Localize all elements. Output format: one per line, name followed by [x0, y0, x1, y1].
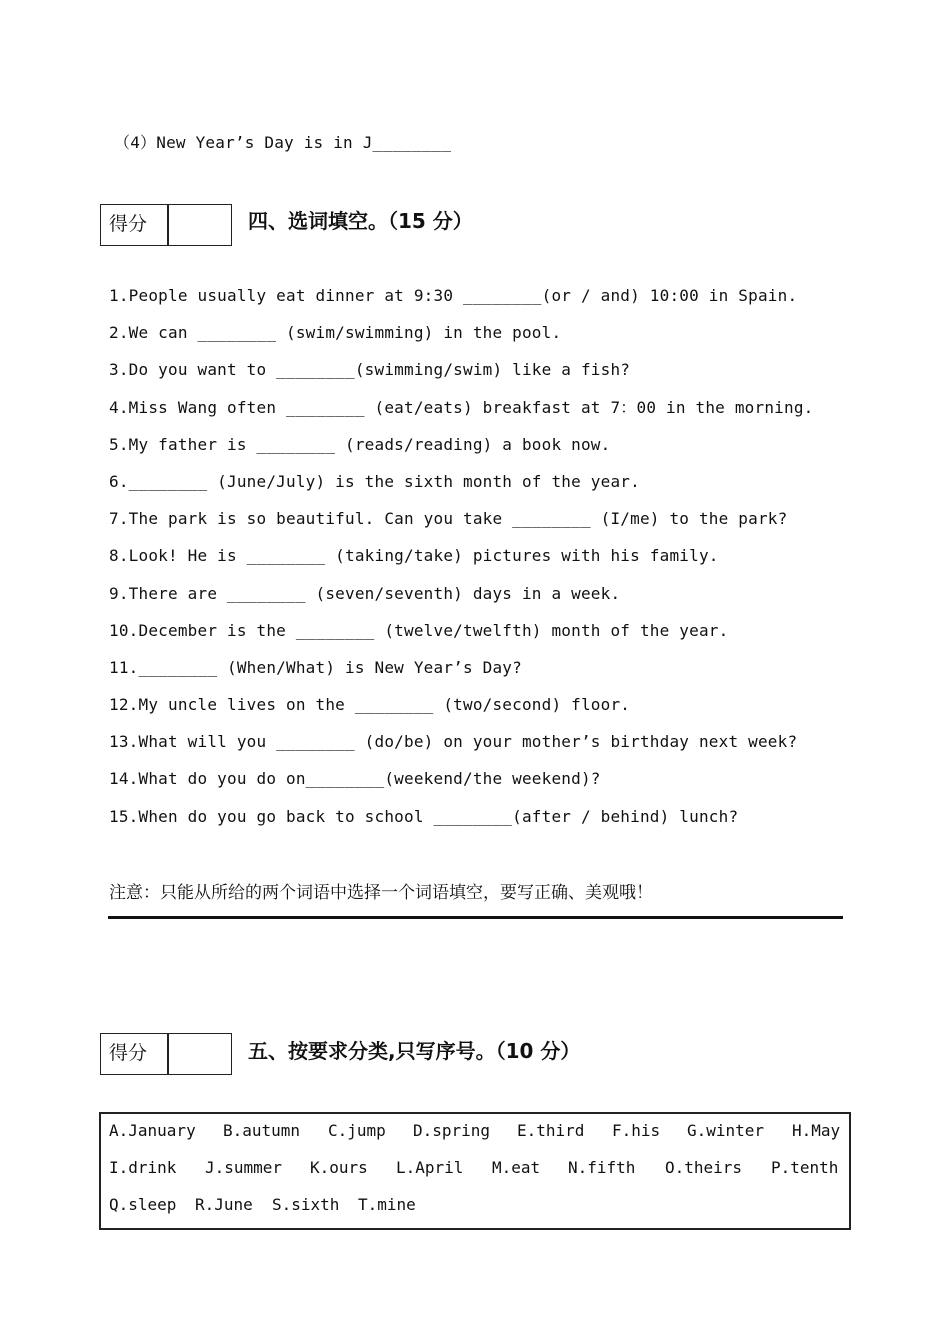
- question-item: 14.What do you do on________(weekend/the weekend)?: [109, 769, 601, 789]
- score-box-divider: [167, 205, 169, 245]
- word-item: O.theirs: [665, 1158, 743, 1177]
- word-item: Q.sleep: [109, 1195, 177, 1214]
- question-4-line: （4）New Year’s Day is in J________: [114, 133, 452, 152]
- word-item: G.winter: [687, 1121, 765, 1140]
- word-item: J.summer: [205, 1158, 283, 1177]
- question-item: 13.What will you ________ (do/be) on your mother’s birthday next week?: [109, 732, 798, 752]
- question-list: [109, 284, 814, 842]
- score-box: [100, 204, 232, 246]
- score-box: [100, 1033, 232, 1075]
- word-item: A.January: [109, 1121, 196, 1140]
- word-bank-box: [99, 1112, 851, 1230]
- score-label: 得分: [109, 213, 148, 235]
- question-item: 5.My father is ________ (reads/reading) a book now.: [109, 434, 611, 454]
- question-item: 1.People usually eat dinner at 9:30 ________(or / and) 10:00 in Spain.: [109, 286, 798, 305]
- section-divider-rule: [108, 916, 843, 919]
- question-item: 4.Miss Wang often ________ (eat/eats) breakfast at 7：00 in the morning.: [109, 397, 814, 417]
- question-item: 7.The park is so beautiful. Can you take ________ (I/me) to the park?: [109, 509, 788, 529]
- word-item: D.spring: [413, 1121, 491, 1140]
- word-item: M.eat: [492, 1158, 541, 1177]
- word-item: C.jump: [328, 1121, 386, 1140]
- word-item: R.June: [195, 1195, 253, 1214]
- word-item: F.his: [612, 1121, 661, 1140]
- question-item: 11.________ (When/What) is New Year’s Day?: [109, 657, 522, 677]
- word-item: I.drink: [109, 1158, 177, 1177]
- question-item: 15.When do you go back to school ________(after / behind) lunch?: [109, 806, 739, 826]
- word-item: P.tenth: [771, 1158, 839, 1177]
- word-item: T.mine: [358, 1195, 416, 1214]
- question-item: 3.Do you want to ________(swimming/swim) like a fish?: [109, 360, 631, 380]
- question-item: 9.There are ________ (seven/seventh) days in a week.: [109, 583, 621, 603]
- score-label: 得分: [109, 1042, 148, 1064]
- word-item: H.May: [792, 1121, 841, 1140]
- question-item: 2.We can ________ (swim/swimming) in the pool.: [109, 323, 562, 343]
- word-item: K.ours: [310, 1158, 368, 1177]
- question-item: 10.December is the ________ (twelve/twelfth) month of the year.: [109, 620, 729, 640]
- instruction-note: 注意：只能从所给的两个词语中选择一个词语填空，要写正确、美观哦！: [109, 883, 653, 903]
- section-heading: 五、按要求分类,只写序号。（10 分）: [248, 1039, 581, 1063]
- section-heading: 四、选词填空。（15 分）: [248, 209, 473, 233]
- score-box-divider: [167, 1034, 169, 1074]
- word-item: B.autumn: [223, 1121, 301, 1140]
- question-item: 12.My uncle lives on the ________ (two/second) floor.: [109, 695, 631, 715]
- question-item: 8.Look! He is ________ (taking/take) pictures with his family.: [109, 546, 719, 566]
- word-item: S.sixth: [272, 1195, 340, 1214]
- word-item: N.fifth: [568, 1158, 636, 1177]
- question-item: 6.________ (June/July) is the sixth month of the year.: [109, 471, 640, 491]
- word-item: L.April: [396, 1158, 464, 1177]
- word-item: E.third: [517, 1121, 585, 1140]
